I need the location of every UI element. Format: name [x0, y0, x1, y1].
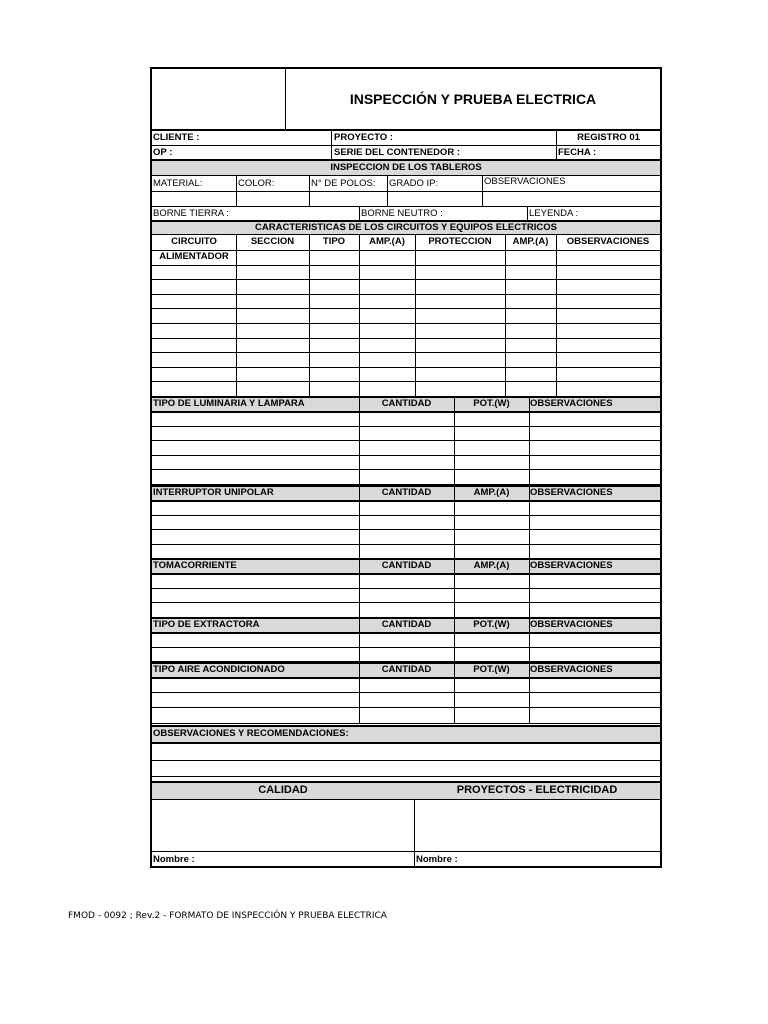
aire-col-header: TIPO AIRE ACONDICIONADO — [153, 664, 285, 675]
proyecto-label: PROYECTO : — [334, 132, 393, 143]
proyectos-label: PROYECTOS - ELECTRICIDAD — [456, 784, 618, 796]
rule — [152, 440, 660, 441]
interruptor-col-header: CANTIDAD — [381, 487, 432, 498]
rule — [152, 308, 660, 309]
circuitos-col-header: SECCION — [250, 236, 295, 247]
rule — [152, 760, 660, 761]
aire-col-header: POT.(W) — [473, 664, 510, 675]
nombre-proyectos-label: Nombre : — [416, 854, 458, 865]
circuitos-col-header: TIPO — [322, 236, 346, 247]
luminaria-col-header: TIPO DE LUMINARIA Y LAMPARA — [153, 398, 305, 409]
rule — [152, 265, 660, 266]
rule — [152, 129, 660, 131]
footer-code: FMOD - 0092 ; Rev.2 - FORMATO DE INSPECCIÓN Y PRUEBA ELECTRICA — [68, 911, 387, 921]
circuitos-table — [152, 235, 660, 397]
aire-table — [152, 662, 660, 726]
nombre-calidad-label: Nombre : — [153, 854, 195, 865]
luminaria-col-header: POT.(W) — [473, 398, 510, 409]
op-label: OP : — [153, 147, 173, 158]
aire-col-header: OBSERVACIONES — [530, 664, 613, 675]
rule — [152, 206, 660, 207]
grid-line — [527, 206, 528, 220]
rule — [152, 367, 660, 368]
rule — [152, 323, 660, 324]
rule — [152, 588, 660, 589]
rule — [152, 515, 660, 516]
circuitos-col-header: AMP.(A) — [369, 236, 405, 247]
grid-line — [236, 235, 237, 396]
serie-label: SERIE DEL CONTENEDOR : — [334, 147, 460, 158]
calidad-label: CALIDAD — [258, 784, 308, 796]
grid-line — [359, 235, 360, 396]
tomacorriente-col-header: CANTIDAD — [381, 560, 432, 571]
borne-neutro-label: BORNE NEUTRO : — [361, 208, 443, 219]
rule — [152, 175, 660, 176]
tableros-title: INSPECCION DE LOS TABLEROS — [330, 162, 482, 173]
tomacorriente-table — [152, 558, 660, 618]
observaciones-title: OBSERVACIONES Y RECOMENDACIONES: — [153, 728, 349, 739]
grado-ip-label: GRADO IP: — [389, 178, 439, 189]
form-title: INSPECCIÓN Y PRUEBA ELECTRICA — [349, 91, 597, 107]
rule — [152, 279, 660, 280]
grid-line — [309, 235, 310, 396]
interruptor-col-header: OBSERVACIONES — [530, 487, 613, 498]
rule — [152, 191, 660, 192]
rule — [152, 426, 660, 427]
registro-label: REGISTRO 01 — [577, 132, 640, 143]
interruptor-col-header: INTERRUPTOR UNIPOLAR — [153, 487, 274, 498]
rule — [152, 799, 660, 800]
polos-label: N° DE POLOS: — [311, 178, 376, 189]
aire-col-header: CANTIDAD — [381, 664, 432, 675]
circuitos-col-header: PROTECCION — [428, 236, 492, 247]
rule — [152, 677, 660, 679]
leyenda-label: LEYENDA : — [529, 208, 579, 219]
extractora-col-header: TIPO DE EXTRACTORA — [153, 619, 260, 630]
luminaria-table — [152, 396, 660, 487]
rule — [152, 632, 660, 634]
grid-line — [359, 206, 360, 220]
rule — [152, 647, 660, 648]
rule — [152, 145, 660, 146]
rule — [152, 338, 660, 339]
cliente-label: CLIENTE : — [153, 132, 200, 143]
rule — [152, 602, 660, 603]
grid-line — [414, 799, 415, 866]
extractora-col-header: CANTIDAD — [381, 619, 432, 630]
grid-line — [556, 235, 557, 396]
rule — [152, 723, 660, 724]
color-label: COLOR: — [238, 178, 275, 189]
rule — [152, 851, 660, 852]
rule — [152, 742, 660, 744]
grid-line — [415, 235, 416, 396]
material-label: MATERIAL: — [153, 178, 203, 189]
tableros-observaciones-label: OBSERVACIONES — [484, 176, 566, 187]
fecha-label: FECHA : — [558, 147, 597, 158]
borne-tierra-label: BORNE TIERRA : — [153, 208, 229, 219]
tomacorriente-col-header: OBSERVACIONES — [530, 560, 613, 571]
rule — [152, 544, 660, 545]
rule — [152, 692, 660, 693]
interruptor-col-header: AMP.(A) — [473, 487, 510, 498]
rule — [152, 381, 660, 382]
rule — [152, 455, 660, 456]
circuitos-col-header: AMP.(A) — [512, 236, 549, 247]
rule — [152, 529, 660, 530]
circuitos-col-header: OBSERVACIONES — [566, 236, 650, 247]
extractora-col-header: OBSERVACIONES — [530, 619, 613, 630]
inspection-form — [150, 67, 662, 868]
luminaria-col-header: CANTIDAD — [381, 398, 432, 409]
rule — [152, 294, 660, 295]
luminaria-col-header: OBSERVACIONES — [530, 398, 613, 409]
extractora-col-header: POT.(W) — [473, 619, 510, 630]
extractora-table — [152, 617, 660, 663]
rule — [152, 707, 660, 708]
tomacorriente-col-header: TOMACORRIENTE — [153, 560, 237, 571]
rule — [152, 776, 660, 777]
circuitos-title: CARACTERISTICAS DE LOS CIRCUITOS Y EQUIPOS ELECTRICOS — [255, 222, 557, 233]
rule — [152, 500, 660, 502]
circuitos-col-header: CIRCUITO — [171, 236, 217, 247]
rule — [152, 411, 660, 413]
interruptor-table — [152, 485, 660, 560]
rule — [152, 352, 660, 353]
rule — [152, 469, 660, 470]
rule — [152, 573, 660, 575]
circuitos-first-row: ALIMENTADOR — [159, 251, 229, 262]
tomacorriente-col-header: AMP.(A) — [473, 560, 510, 571]
grid-line — [505, 235, 506, 396]
